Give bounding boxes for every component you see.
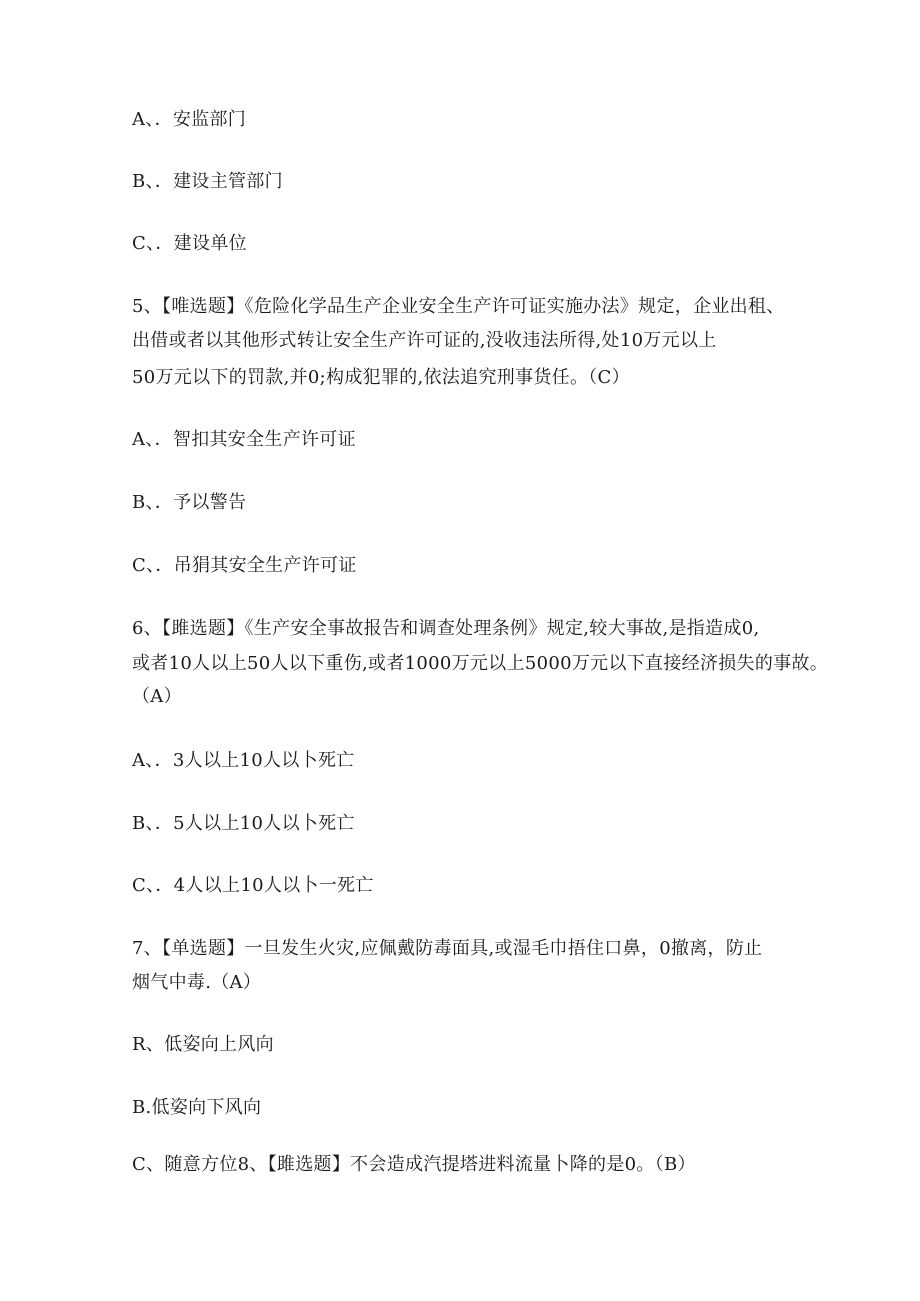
question-6-line-3: （A） (132, 686, 182, 707)
option-c-q7-and-question-8: C、随意方位8、【雎选题】不会造成汽提塔进料流量卜降的是0。（B） (132, 1154, 696, 1175)
question-6-line-2: 或者10人以上50人以下重伤,或者1000万元以上5000万元以下直接经济损失的事故。 (132, 653, 829, 674)
question-5-line-2: 出借或者以其他形式转让安全生产许可证的,没收违法所得,处10万元以上 (132, 330, 717, 351)
option-c-q5: C、．吊狷其安全生产许可证 (132, 555, 357, 576)
option-a-q6: A、．3人以上10人以卜死亡 (132, 750, 355, 771)
option-b-q6: B、．5人以上10人以卜死亡 (132, 813, 355, 834)
question-7-line-2: 烟气中毒.（A） (132, 972, 262, 993)
option-b-q7: B.低姿向下风向 (132, 1097, 262, 1118)
option-c-q4: C、．建设单位 (132, 233, 247, 254)
question-5-line-3: 50万元以下的罚款,并0;构成犯罪的,依法追究刑事货任。（C） (132, 367, 630, 388)
question-6-line-1: 6、【雎选题】《生产安全事故报告和调查处理条例》规定,较大事故,是指造成0, (132, 618, 760, 639)
option-b-q4: B、．建设主管部门 (132, 171, 283, 192)
option-a-q5: A、．智扣其安全生产许可证 (132, 429, 356, 450)
option-a-q4: A、．安监部门 (132, 109, 247, 130)
question-5-line-1: 5、【唯选题】《危险化学品生产企业安全生产许可证实施办法》规定，企业出租、 (132, 296, 785, 317)
option-c-q6: C、．4人以上10人以卜一死亡 (132, 875, 374, 896)
option-b-q5: B、．予以警告 (132, 492, 247, 513)
option-a-q7: R、低姿向上风向 (132, 1034, 274, 1055)
question-7-line-1: 7、【单选题】一旦发生火灾,应佩戴防毒面具,或湿毛巾捂住口鼻，0撤离，防止 (132, 938, 763, 959)
